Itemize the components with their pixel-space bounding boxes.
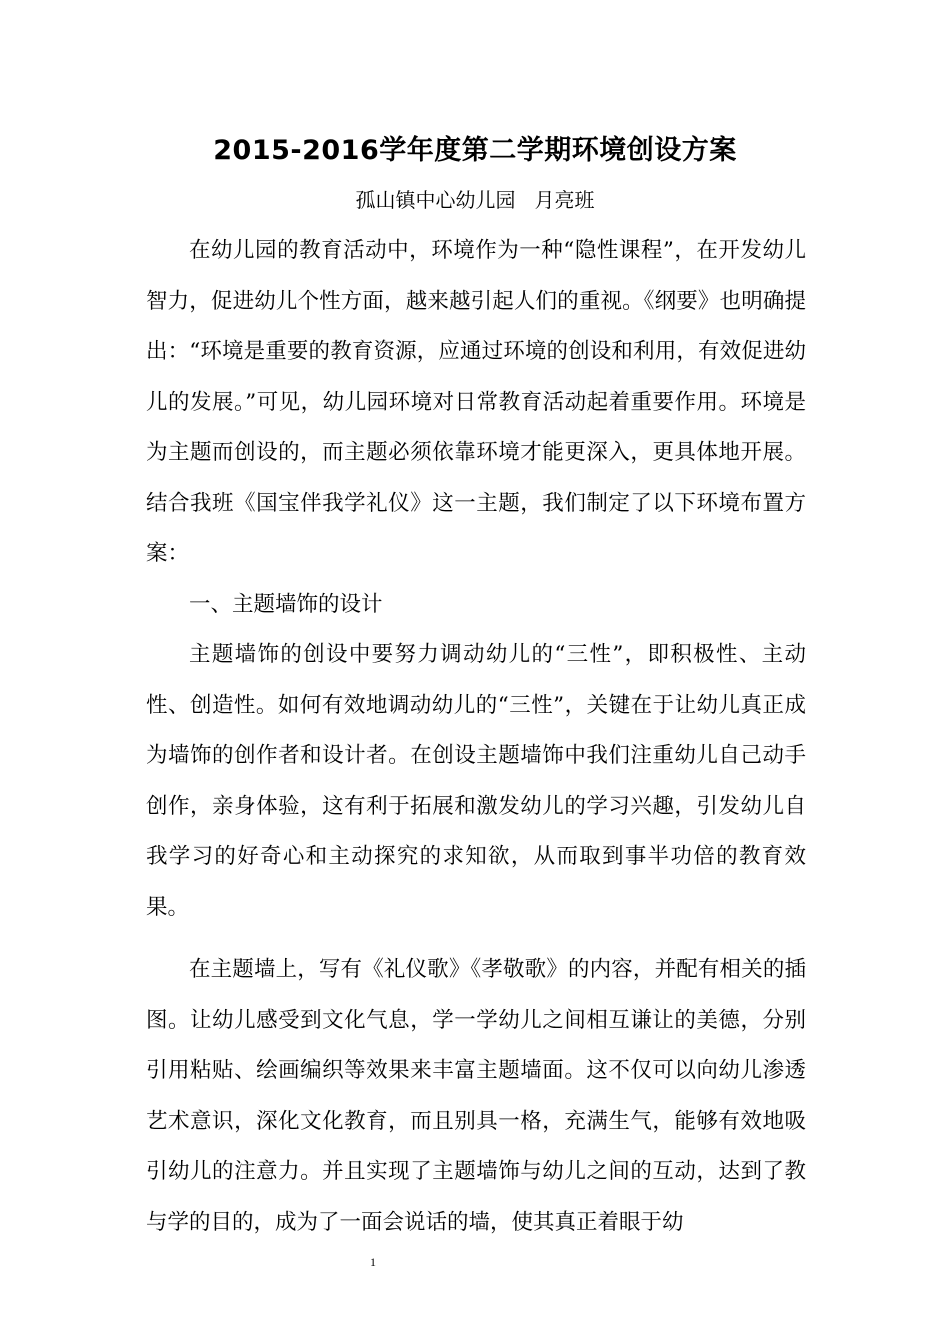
document-body: [146, 226, 806, 1248]
body-paragraph: 主题墙饰的创设中要努力调动幼儿的“三性”，即积极性、主动性、创造性。如何有效地调动幼儿的“三性”，关键在于让幼儿真正成为墙饰的创作者和设计者。在创设主题墙饰中我们注重幼儿自己动手创作，亲身体验，这有利于拓展和激发幼儿的学习兴趣，引发幼儿自我学习的好奇心和主动探究的求知欲，从而取到事半功倍的教育效果。: [146, 642, 806, 920]
intro-paragraph: 在幼儿园的教育活动中，环境作为一种“隐性课程”，在开发幼儿智力，促进幼儿个性方面，越来越引起人们的重视。《纲要》也明确提出：“环境是重要的教育资源，应通过环境的创设和利用，有效促进幼儿的发展。”可见，幼儿园环境对日常教育活动起着重要作用。环境是为主题而创设的，而主题必须依靠环境才能更深入，更具体地开展。结合我班《国宝伴我学礼仪》这一主题，我们制定了以下环境布置方案：: [146, 238, 806, 566]
document-title: 2015-2016学年度第二学期环境创设方案: [213, 135, 737, 166]
body-paragraph: 在主题墙上，写有《礼仪歌》《孝敬歌》的内容，并配有相关的插图。让幼儿感受到文化气息，学一学幼儿之间相互谦让的美德，分别引用粘贴、绘画编织等效果来丰富主题墙面。这不仅可以向幼儿渗透艺术意识，深化文化教育，而且别具一格，充满生气，能够有效地吸引幼儿的注意力。并且实现了主题墙饰与幼儿之间的互动，达到了教与学的目的，成为了一面会说话的墙，使其真正着眼于幼: [146, 957, 806, 1235]
page-number: 1: [370, 1255, 376, 1269]
document-subtitle: 孤山镇中心幼儿园 月亮班: [355, 188, 595, 212]
section-heading: 一、主题墙饰的设计: [189, 591, 383, 617]
